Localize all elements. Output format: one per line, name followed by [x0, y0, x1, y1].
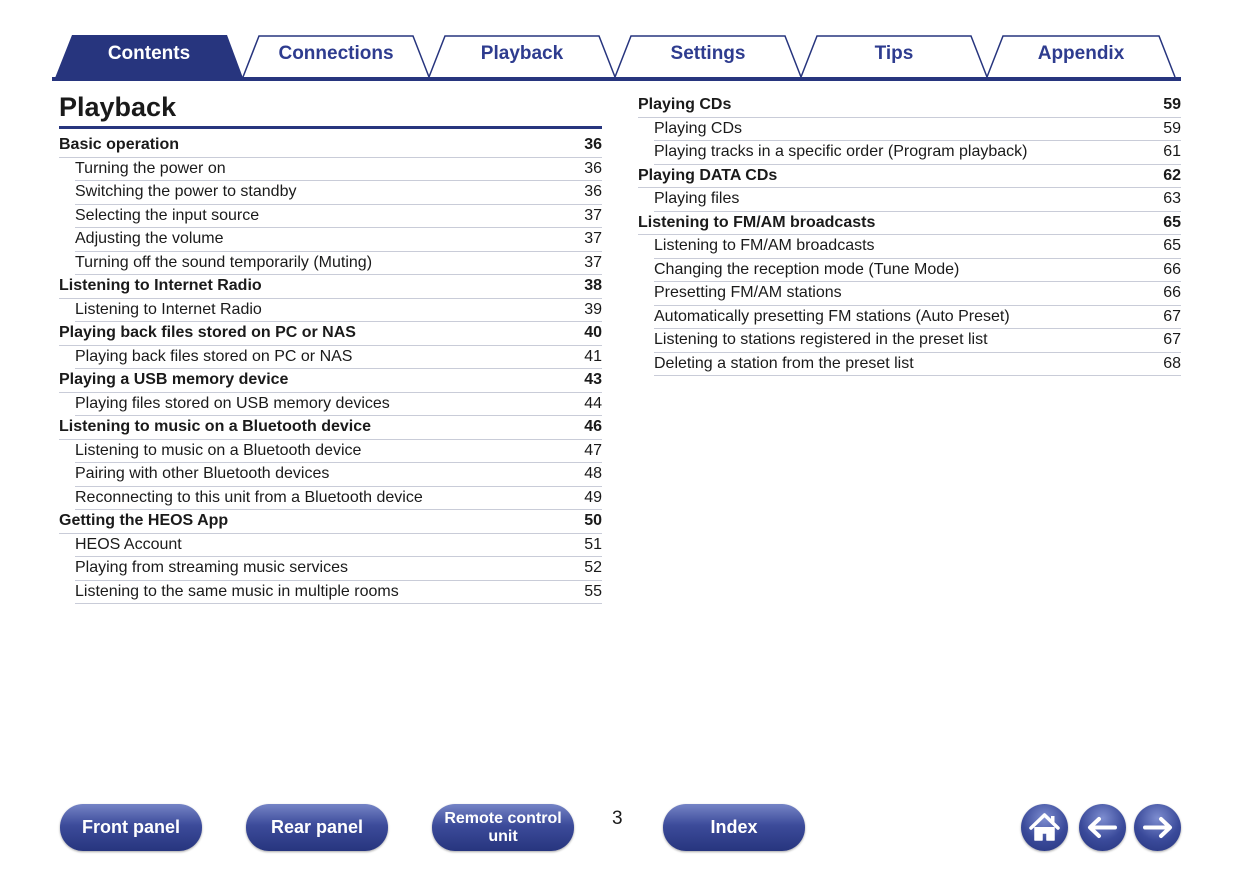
toc-entry-row[interactable]: [654, 141, 1181, 165]
toc-entry-row[interactable]: [75, 487, 602, 511]
remote-control-unit-button[interactable]: [432, 804, 574, 851]
toc-entry-title: HEOS Account: [75, 535, 182, 553]
page-number: 3: [612, 808, 623, 829]
toc-page-number: 50: [584, 512, 602, 530]
toc-entry-title: Listening to Internet Radio: [75, 300, 262, 318]
toc-page-number: 44: [584, 394, 602, 412]
toc-entry-row[interactable]: [654, 235, 1181, 259]
toc-entry-title: Deleting a station from the preset list: [654, 354, 914, 372]
toc-entry-row[interactable]: [75, 557, 602, 581]
toc-entry-title: Listening to the same music in multiple rooms: [75, 582, 399, 600]
toc-entry-row[interactable]: [75, 393, 602, 417]
toc-page-number: 67: [1163, 307, 1181, 325]
tab-connections[interactable]: [242, 35, 430, 78]
toc-page-number: 37: [584, 253, 602, 271]
toc-entry-row[interactable]: [654, 118, 1181, 142]
toc-entry-title: Listening to FM/AM broadcasts: [654, 237, 875, 255]
back-button[interactable]: [1079, 804, 1126, 851]
toc-entry-row[interactable]: [75, 534, 602, 558]
toc-entry-row[interactable]: [75, 205, 602, 229]
toc-entry-title: Selecting the input source: [75, 206, 260, 224]
page-title: Playback: [59, 92, 177, 122]
toc-right-column: [638, 94, 1181, 376]
toc-entry-title: Playing CDs: [654, 119, 743, 137]
toc-entry-title: Pairing with other Bluetooth devices: [75, 465, 330, 483]
tab-label: Settings: [670, 43, 746, 64]
toc-entry-title: Listening to stations registered in the preset list: [654, 331, 988, 349]
tab-label: Appendix: [1037, 43, 1125, 64]
toc-page-number: 36: [584, 136, 602, 154]
toc-entry-row[interactable]: [75, 158, 602, 182]
toc-entry-title: Playing back files stored on PC or NAS: [75, 347, 353, 365]
tab-settings[interactable]: [614, 35, 802, 78]
toc-page-number: 38: [584, 277, 602, 295]
toc-page-number: 62: [1163, 166, 1181, 184]
toc-entry-title: Adjusting the volume: [75, 230, 224, 248]
toc-left-column: [59, 134, 602, 604]
toc-page-number: 61: [1163, 143, 1181, 161]
toc-entry-title: Presetting FM/AM stations: [654, 284, 842, 302]
toc-entry-row[interactable]: [75, 440, 602, 464]
toc-entry-title: Playing tracks in a specific order (Program playback): [654, 143, 1028, 161]
toc-page-number: 47: [584, 441, 602, 459]
toc-section-row[interactable]: [59, 510, 602, 534]
toc-section-title: Listening to music on a Bluetooth device: [59, 418, 372, 436]
toc-section-row[interactable]: [638, 94, 1181, 118]
front-panel-label: Front panel: [82, 817, 180, 837]
toc-entry-row[interactable]: [654, 259, 1181, 283]
toc-section-row[interactable]: [59, 275, 602, 299]
tab-label: Playback: [480, 43, 564, 64]
toc-page-number: 65: [1163, 213, 1181, 231]
toc-page-number: 49: [584, 488, 602, 506]
toc-entry-title: Playing files stored on USB memory devices: [75, 394, 390, 412]
arrow-left-icon: [1079, 804, 1126, 851]
toc-section-row[interactable]: [638, 212, 1181, 236]
arrow-right-icon: [1134, 804, 1181, 851]
toc-page-number: 36: [584, 183, 602, 201]
toc-entry-title: Playing from streaming music services: [75, 559, 348, 577]
tab-bar: [0, 0, 1240, 82]
tab-label: Tips: [874, 43, 914, 64]
remote-label-line1: Remote control: [444, 809, 562, 827]
toc-page-number: 68: [1163, 354, 1181, 372]
toc-page-number: 41: [584, 347, 602, 365]
toc-page-number: 65: [1163, 237, 1181, 255]
toc-page-number: 52: [584, 559, 602, 577]
toc-entry-row[interactable]: [654, 353, 1181, 377]
toc-page-number: 48: [584, 465, 602, 483]
toc-entry-row[interactable]: [75, 581, 602, 605]
toc-section-title: Playing DATA CDs: [638, 166, 778, 184]
remote-label-line2: unit: [488, 827, 518, 845]
toc-page-number: 67: [1163, 331, 1181, 349]
toc-page-number: 40: [584, 324, 602, 342]
toc-page-number: 37: [584, 206, 602, 224]
toc-page-number: 46: [584, 418, 602, 436]
toc-page-number: 51: [584, 535, 602, 553]
toc-entry-row[interactable]: [75, 252, 602, 276]
toc-entry-row[interactable]: [654, 282, 1181, 306]
tab-label: Contents: [107, 43, 191, 64]
toc-entry-row[interactable]: [75, 463, 602, 487]
toc-entry-title: Switching the power to standby: [75, 183, 297, 201]
toc-section-row[interactable]: [59, 134, 602, 158]
toc-entry-title: Reconnecting to this unit from a Bluetooth device: [75, 488, 423, 506]
toc-entry-row[interactable]: [75, 228, 602, 252]
toc-page-number: 39: [584, 300, 602, 318]
index-label: Index: [710, 817, 758, 837]
toc-entry-row[interactable]: [654, 329, 1181, 353]
tab-contents[interactable]: [55, 35, 243, 78]
toc-page-number: 43: [584, 371, 602, 389]
home-icon: [1021, 804, 1068, 851]
toc-section-title: Getting the HEOS App: [59, 512, 229, 530]
toc-entry-title: Playing files: [654, 190, 740, 208]
toc-section-row[interactable]: [638, 165, 1181, 189]
toc-page-number: 36: [584, 159, 602, 177]
toc-entry-row[interactable]: [654, 188, 1181, 212]
toc-entry-row[interactable]: [654, 306, 1181, 330]
toc-section-title: Listening to Internet Radio: [59, 277, 262, 295]
toc-page-number: 63: [1163, 190, 1181, 208]
home-button[interactable]: [1021, 804, 1068, 851]
toc-section-title: Basic operation: [59, 136, 180, 154]
tab-tips[interactable]: [800, 35, 988, 78]
toc-section-title: Playing back files stored on PC or NAS: [59, 324, 356, 342]
toc-entry-title: Turning off the sound temporarily (Muting): [75, 253, 373, 271]
toc-entry-title: Listening to music on a Bluetooth device: [75, 441, 362, 459]
tab-playback[interactable]: [428, 35, 616, 78]
toc-page-number: 37: [584, 230, 602, 248]
rear-panel-label: Rear panel: [270, 817, 364, 837]
rear-panel-button[interactable]: [246, 804, 388, 851]
toc-page-number: 59: [1163, 119, 1181, 137]
title-rule: [59, 126, 602, 129]
toc-entry-row[interactable]: [75, 299, 602, 323]
toc-entry-title: Automatically presetting FM stations (Auto Preset): [654, 307, 1010, 325]
toc-entry-row[interactable]: [75, 346, 602, 370]
toc-page-number: 66: [1163, 260, 1181, 278]
front-panel-button[interactable]: [60, 804, 202, 851]
toc-page-number: 59: [1163, 96, 1181, 114]
tab-appendix[interactable]: [986, 35, 1176, 78]
toc-section-title: Playing CDs: [638, 96, 732, 114]
index-button[interactable]: [663, 804, 805, 851]
toc-entry-row[interactable]: [75, 181, 602, 205]
toc-page-number: 66: [1163, 284, 1181, 302]
toc-section-title: Listening to FM/AM broadcasts: [638, 213, 876, 231]
toc-section-row[interactable]: [59, 369, 602, 393]
tab-label: Connections: [278, 43, 394, 64]
toc-section-row[interactable]: [59, 322, 602, 346]
toc-entry-title: Turning the power on: [75, 159, 226, 177]
toc-section-title: Playing a USB memory device: [59, 371, 289, 389]
toc-entry-title: Changing the reception mode (Tune Mode): [654, 260, 960, 278]
toc-section-row[interactable]: [59, 416, 602, 440]
forward-button[interactable]: [1134, 804, 1181, 851]
toc-page-number: 55: [584, 582, 602, 600]
